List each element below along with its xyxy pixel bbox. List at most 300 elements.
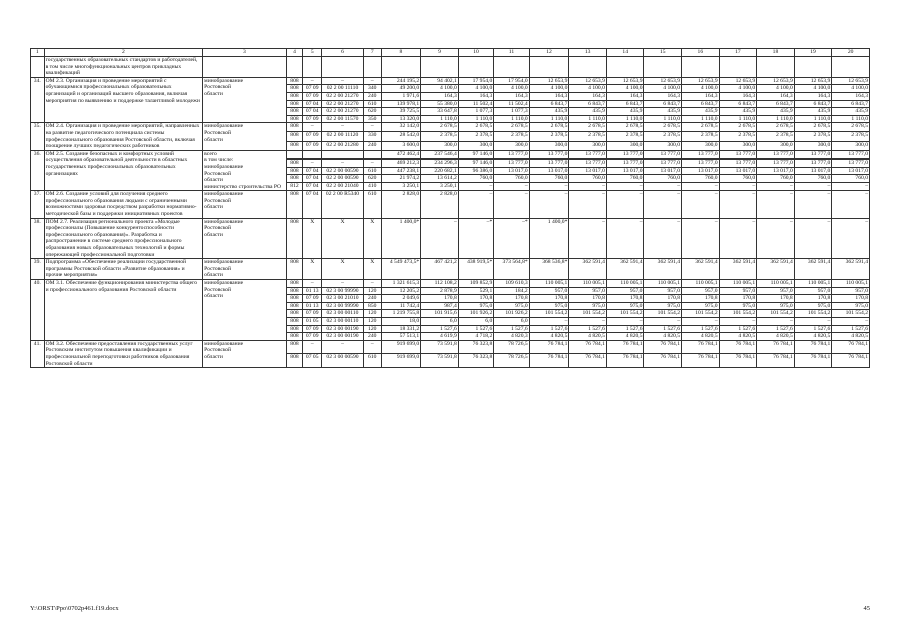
code-cell [303,57,322,78]
header-row [31,49,870,57]
amount-cell: 101 554,2 [794,310,832,318]
code-cell: 07 09 [303,85,322,93]
amount-cell: 55 380,0 [421,100,459,108]
amount-cell: 1 527,6 [644,325,682,333]
column-header: 2 [44,49,203,57]
executor-line: области [204,272,223,279]
code-cell: 02 3 00 00190 [322,333,364,341]
row-number: 41. [31,340,45,367]
amount-cell: 76 323,8 [458,340,493,354]
code-cell: 07 09 [303,310,322,318]
code-cell: 02 2 00 00590 [322,167,364,175]
amount-cell: 435,9 [682,108,720,116]
amount-cell: 957,0 [569,287,607,295]
measure-name: ОМ 3.2. Обеспечение предоставления государственных услуг Ростовским институтом повышения квалификации и профессиональной переподготовки работников образования Ростовской области [44,340,203,367]
amount-cell: 2 678,5 [719,123,757,132]
code-cell: 808 [286,115,303,123]
column-header: 14 [606,49,644,57]
amount-cell: 362 591,4 [682,259,720,280]
amount-cell: 12 653,9 [794,77,832,85]
amount-cell: 76 784,1 [606,340,644,354]
amount-cell: 1 400,0* [381,218,421,259]
amount-cell: 438 919,5* [458,259,493,280]
amount-cell: 4 100,0 [719,85,757,93]
column-header: 12 [529,49,569,57]
amount-cell: 4 100,0 [757,85,795,93]
amount-cell: – [606,191,644,218]
row-number: 39. [31,259,45,280]
amount-cell: 164,3 [569,92,607,100]
code-cell [363,57,381,78]
row-number: 38. [31,218,45,259]
amount-cell: 6 843,7 [529,100,569,108]
amount-cell: 4 820,5 [529,333,569,341]
code-cell: 330 [363,132,381,141]
amount-cell: 139 978,1 [381,100,421,108]
amount-cell: 467 421,2 [421,259,459,280]
executor-cell [203,259,286,280]
code-cell: 410 [363,183,381,191]
amount-cell: – [719,183,757,191]
amount-cell: 76 784,1 [644,340,682,354]
code-cell: 07 05 [303,354,322,368]
amount-cell: 760,0 [494,175,529,183]
code-cell: 808 [286,100,303,108]
code-cell: 02 3 00 00110 [322,310,364,318]
code-cell: 610 [363,100,381,108]
amount-cell: 300,0 [682,141,720,150]
amount-cell: 4 100,0 [569,85,607,93]
amount-cell: 13 777,0 [682,150,720,158]
amount-cell: 164,3 [494,92,529,100]
amount-cell: – [458,191,493,218]
code-cell: 02 3 00 00590 [322,354,364,368]
code-cell: 808 [286,123,303,132]
amount-cell: 76 784,1 [682,340,720,354]
amount-cell: 13 017,0 [529,167,569,175]
code-cell: 808 [286,310,303,318]
amount-cell: 13 777,0 [719,159,757,167]
amount-cell: 760,0 [569,175,607,183]
amount-cell: – [421,218,459,259]
row-number: 36. [31,150,45,191]
amount-cell: 4 820,5 [757,333,795,341]
amount-cell: 17 954,0 [458,77,493,85]
amount-cell: 2 378,5 [569,132,607,141]
amount-cell: 101 554,2 [832,310,870,318]
code-cell: 02 3 00 21010 [322,295,364,303]
amount-cell [381,57,421,78]
amount-cell: 13 777,0 [794,159,832,167]
executor-line: минобразование [204,218,244,225]
amount-cell: 2 678,5 [421,123,459,132]
amount-cell: 101 926,2 [494,310,529,318]
amount-cell: 101 554,2 [719,310,757,318]
amount-cell: – [569,218,607,259]
code-cell: 808 [286,354,303,368]
code-cell: 808 [286,325,303,333]
amount-cell: 362 591,4 [644,259,682,280]
amount-cell: 760,0 [529,175,569,183]
amount-cell: – [569,317,607,325]
executor-line: Ростовской [204,265,232,272]
budget-table-sheet [30,48,870,368]
amount-cell: 13 777,0 [757,159,795,167]
measure-name: Подпрограмма «Обеспечение реализации государственной программы Ростовской области «Развитие образования» и прочие мероприятия» [44,259,203,280]
amount-cell: 1 527,6 [794,325,832,333]
code-cell [286,57,303,78]
code-cell: 07 09 [303,132,322,141]
code-cell: 808 [286,287,303,295]
executor-cell [203,191,286,218]
amount-cell: 13 017,0 [682,167,720,175]
amount-cell: 12 653,9 [832,77,870,85]
amount-cell: 760,0 [719,175,757,183]
amount-cell: 1 527,6 [421,325,459,333]
amount-cell: 2 678,5 [458,123,493,132]
amount-cell: 4 820,5 [794,333,832,341]
amount-cell: 6 843,7 [682,100,720,108]
amount-cell: – [494,191,529,218]
amount-cell: 373 564,8* [494,259,529,280]
code-cell: – [363,77,381,85]
amount-cell: 975,0 [606,302,644,310]
amount-cell: – [529,317,569,325]
amount-cell: – [606,317,644,325]
amount-cell: 49 200,0 [381,85,421,93]
amount-cell: 6 843,7 [719,100,757,108]
code-cell: – [303,77,322,85]
code-cell: 240 [363,141,381,150]
amount-cell: 2 678,5 [682,123,720,132]
amount-cell: 244 195,2 [381,77,421,85]
amount-cell: 57 513,1 [381,333,421,341]
amount-cell: 2 878,9 [421,287,459,295]
amount-cell: 1 110,0 [719,115,757,123]
amount-cell: 76 784,1 [529,354,569,368]
amount-cell: 919 699,0 [381,354,421,368]
amount-cell: 76 323,8 [458,354,493,368]
amount-cell: 170,8 [569,295,607,303]
amount-cell: 110 005,1 [529,280,569,288]
amount-cell: 300,0 [719,141,757,150]
amount-cell: 435,9 [832,108,870,116]
amount-cell: 13 777,0 [832,150,870,158]
table-row [31,280,870,288]
column-header: 5 [303,49,322,57]
code-cell: 01 05 [303,317,322,325]
amount-cell: 760,0 [832,175,870,183]
code-cell: 240 [363,333,381,341]
amount-cell: 76 784,1 [606,354,644,368]
amount-cell: 170,8 [494,295,529,303]
amount-cell: 13 777,0 [606,159,644,167]
executor-line: минобразование [204,123,244,130]
column-header: 17 [719,49,757,57]
amount-cell: 13 777,0 [832,159,870,167]
executor-cell [203,57,286,78]
amount-cell: 6,0 [494,317,529,325]
amount-cell: 4 100,0 [421,85,459,93]
amount-cell: 13 777,0 [644,150,682,158]
executor-line: области [204,231,223,238]
amount-cell: 300,0 [757,141,795,150]
amount-cell: – [794,218,832,259]
amount-cell: 4 100,0 [682,85,720,93]
amount-cell: 12 653,9 [719,77,757,85]
amount-cell: 110 005,1 [606,280,644,288]
code-cell: – [303,280,322,288]
code-cell [363,150,381,158]
amount-cell: – [682,191,720,218]
amount-cell: 6 843,7 [606,100,644,108]
row-number: 37. [31,191,45,218]
measure-name: ОМ 2.6. Создание условий для получения среднего профессионального образования людьми с ограниченными возможностями здоровья посредством разработки нормативно-методической базы и поддержки инициативных проектов [44,191,203,218]
code-cell: 340 [363,85,381,93]
amount-cell: 1 110,0 [569,115,607,123]
amount-cell: 110 005,1 [569,280,607,288]
code-cell: 02 2 00 11570 [322,115,364,123]
amount-cell: 73 591,8 [421,340,459,354]
amount-cell: 1 110,0 [606,115,644,123]
code-cell: 07 04 [303,183,322,191]
amount-cell: 1 527,6 [494,325,529,333]
row-number: 40. [31,280,45,341]
code-cell: 07 09 [303,115,322,123]
amount-cell: 362 591,4 [606,259,644,280]
amount-cell: 1 527,6 [529,325,569,333]
amount-cell: 1 527,6 [832,325,870,333]
code-cell: 07 09 [303,325,322,333]
amount-cell: 975,0 [757,302,795,310]
executor-line: области [204,204,223,211]
amount-cell: 362 591,4 [832,259,870,280]
amount-cell: 362 591,4 [794,259,832,280]
amount-cell: 447 238,1 [381,167,421,175]
amount-cell: 110 005,1 [682,280,720,288]
amount-cell: 957,0 [529,287,569,295]
amount-cell: –* [458,218,493,259]
amount-cell: 164,3 [606,92,644,100]
amount-cell: 362 591,4 [569,259,607,280]
code-cell: 808 [286,132,303,141]
code-cell: 808 [286,141,303,150]
code-cell: 02 3 00 00110 [322,317,364,325]
column-header: 15 [644,49,682,57]
amount-cell: 435,9 [644,108,682,116]
executor-line: области [204,177,223,184]
code-cell: 620 [363,108,381,116]
amount-cell: 300,0 [832,141,870,150]
amount-cell [421,57,459,78]
code-cell: 02 2 00 21040 [322,183,364,191]
amount-cell: 6,0 [421,317,459,325]
amount-cell: – [794,317,832,325]
amount-cell: 1 110,0 [794,115,832,123]
amount-cell: 529,1 [458,287,493,295]
amount-cell: 2 378,5 [606,132,644,141]
row-number: 34. [31,77,45,123]
amount-cell: 237 546,4 [421,150,459,158]
amount-cell [757,57,795,78]
executor-cell [203,123,286,150]
amount-cell: 184,2 [494,287,529,295]
amount-cell: 76 784,1 [832,354,870,368]
amount-cell: 76 784,1 [832,340,870,354]
amount-cell: 300,0 [569,141,607,150]
amount-cell: 17 954,0 [494,77,529,85]
measure-name: государственных образовательных стандартов и работодателей, в том числе многофункциональных центров прикладных квалификаций [44,57,203,78]
amount-cell: 6,0 [458,317,493,325]
amount-cell: 13 777,0 [569,159,607,167]
page-footer [30,605,870,612]
amount-cell: 33 647,8 [421,108,459,116]
amount-cell: –* [494,218,529,259]
amount-cell: 170,8 [644,295,682,303]
amount-cell: 234 296,3 [421,159,459,167]
amount-cell: 164,3 [458,92,493,100]
amount-cell: 170,8 [832,295,870,303]
table-row [31,191,870,218]
amount-cell: 13 017,0 [832,167,870,175]
code-cell: 01 13 [303,302,322,310]
amount-cell: 170,8 [529,295,569,303]
amount-cell: 76 784,1 [757,340,795,354]
amount-cell: – [569,191,607,218]
code-cell: 07 09 [303,141,322,150]
amount-cell: 957,0 [719,287,757,295]
code-cell [322,150,364,158]
code-cell: 07 09 [303,333,322,341]
amount-cell: 101 554,2 [644,310,682,318]
column-header: 10 [458,49,493,57]
amount-cell: 164,3 [644,92,682,100]
amount-cell: – [794,183,832,191]
amount-cell: 2 678,5 [606,123,644,132]
table-row [31,150,870,158]
amount-cell: – [682,183,720,191]
amount-cell: 13 777,0 [644,159,682,167]
amount-cell: 13 017,0 [794,167,832,175]
code-cell [322,57,364,78]
amount-cell: 4 100,0 [458,85,493,93]
code-cell: – [322,77,364,85]
amount-cell: 1 110,0 [529,115,569,123]
amount-cell: 975,0 [832,302,870,310]
row-number [31,57,45,78]
amount-cell: 3 250,1 [381,183,421,191]
executor-cell [203,218,286,259]
executor-line: всего [204,150,217,157]
amount-cell: 3 250,1 [421,183,459,191]
amount-cell: 1 219 755,8 [381,310,421,318]
executor-line: минобразование [204,163,244,170]
column-header: 13 [569,49,607,57]
amount-cell: 6 843,7 [757,100,795,108]
executor-line: Ростовской [204,84,232,91]
amount-cell: 170,8 [458,295,493,303]
amount-cell: 2 378,5 [719,132,757,141]
code-cell: 02 2 00 R5340 [322,191,364,218]
amount-cell: – [644,191,682,218]
amount-cell: 300,0 [529,141,569,150]
executor-line: Ростовской [204,197,232,204]
amount-cell [494,57,529,78]
code-cell: 02 3 00 99990 [322,287,364,295]
amount-cell: 6 843,7 [832,100,870,108]
amount-cell: 1 527,6 [719,325,757,333]
column-header: 1 [31,49,45,57]
amount-cell: 1 110,0 [757,115,795,123]
amount-cell: 300,0 [794,141,832,150]
amount-cell: 11 502,4 [494,100,529,108]
code-cell: 120 [363,287,381,295]
amount-cell: – [529,191,569,218]
amount-cell: 101 554,2 [682,310,720,318]
code-cell: 240 [363,92,381,100]
code-cell: 120 [363,310,381,318]
amount-cell: 97 146,0 [458,150,493,158]
executor-line: минобразование [204,191,244,198]
amount-cell: 32 142,0 [381,123,421,132]
code-cell: 02 2 00 11120 [322,132,364,141]
amount-cell: 1 321 615,3 [381,280,421,288]
code-cell: – [363,280,381,288]
code-cell: 07 09 [303,92,322,100]
column-header: 11 [494,49,529,57]
amount-cell: 170,8 [421,295,459,303]
amount-cell: 1 527,6 [458,325,493,333]
amount-cell: 109 852,9 [458,280,493,288]
amount-cell: 78 726,5 [494,340,529,354]
amount-cell: – [682,317,720,325]
amount-cell: 76 784,1 [569,354,607,368]
column-header: 6 [322,49,364,57]
code-cell: 808 [286,85,303,93]
amount-cell: 4 820,3 [494,333,529,341]
amount-cell: 164,3 [682,92,720,100]
code-cell: 808 [286,92,303,100]
code-cell: 808 [286,259,303,280]
amount-cell: 110 005,1 [832,280,870,288]
table-row [31,123,870,132]
code-cell: X [303,259,322,280]
amount-cell: 1 110,0 [832,115,870,123]
amount-cell: 18,0 [381,317,421,325]
amount-cell: 13 777,0 [529,150,569,158]
amount-cell: – [719,317,757,325]
amount-cell: 39 725,5 [381,108,421,116]
column-header: 16 [682,49,720,57]
table-row [31,77,870,85]
code-cell: X [303,218,322,259]
amount-cell: 435,9 [529,108,569,116]
amount-cell: 164,3 [794,92,832,100]
amount-cell: 368 536,8* [529,259,569,280]
amount-cell: 975,0 [644,302,682,310]
amount-cell: 13 614,2 [421,175,459,183]
amount-cell: 2 378,5 [832,132,870,141]
code-cell: X [363,259,381,280]
amount-cell: – [832,317,870,325]
code-cell: 808 [286,333,303,341]
amount-cell: 4 619,9 [421,333,459,341]
amount-cell: 28 542,0 [381,132,421,141]
amount-cell: – [644,183,682,191]
amount-cell: – [794,191,832,218]
amount-cell: 76 784,1 [794,354,832,368]
code-cell: 350 [363,115,381,123]
